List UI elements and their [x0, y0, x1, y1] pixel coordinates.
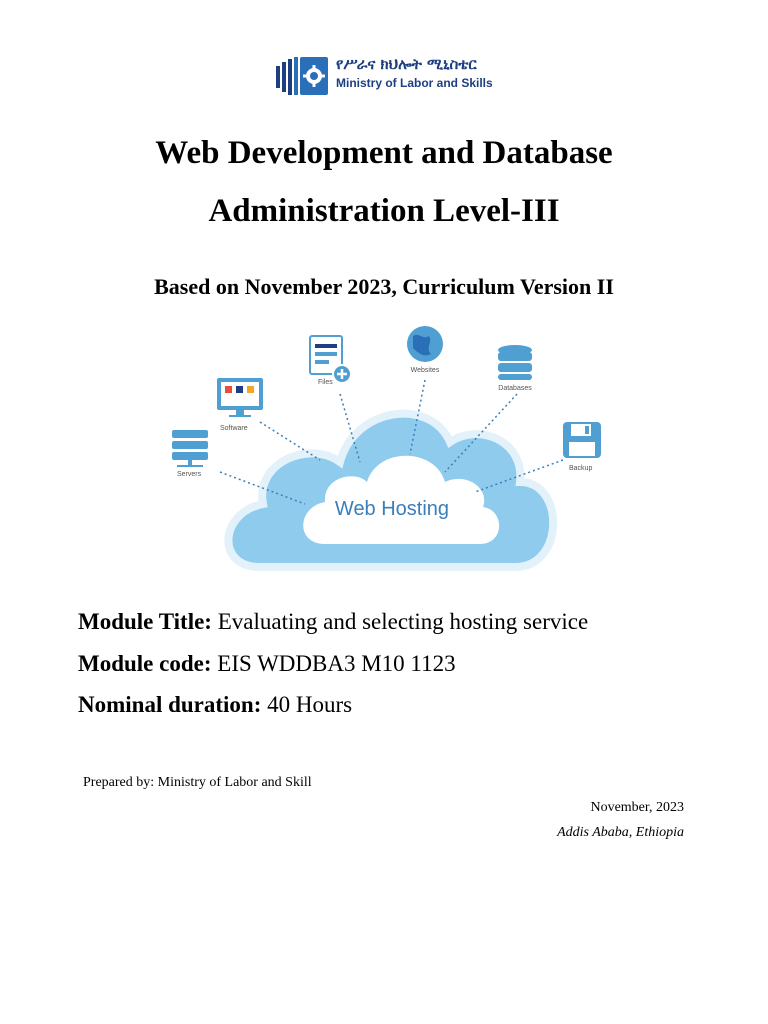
globe-icon: [407, 326, 443, 362]
ministry-emblem-icon: [276, 56, 332, 96]
prepared-by: Prepared by: Ministry of Labor and Skill: [83, 775, 312, 790]
database-icon: [498, 345, 532, 380]
publication-date: November, 2023: [590, 800, 684, 815]
nominal-duration-label: Nominal duration:: [78, 692, 262, 717]
publication-place: Addis Ababa, Ethiopia: [557, 825, 684, 840]
document-title-line-2: Administration Level-III: [208, 193, 560, 229]
module-code-label: Module code:: [78, 651, 212, 676]
nominal-duration-value: 40 Hours: [261, 692, 353, 717]
module-title-label: Module Title:: [78, 609, 212, 634]
server-icon: [172, 430, 208, 467]
web-hosting-label: Web Hosting: [334, 498, 450, 520]
module-code-row: [78, 651, 456, 677]
files-icon: [310, 336, 351, 383]
databases-label: Databases: [498, 385, 532, 392]
backup-label: Backup: [569, 465, 593, 472]
web-hosting-illustration: [145, 322, 625, 592]
ministry-logo: [276, 52, 506, 98]
floppy-disk-icon: [563, 422, 601, 458]
servers-label: Servers: [177, 471, 202, 478]
monitor-icon: [217, 378, 263, 417]
files-label: Files: [318, 379, 333, 386]
module-title-value: Evaluating and selecting hosting service: [211, 609, 589, 634]
module-title-row: [78, 609, 588, 635]
document-title-line-1: Web Development and Database: [155, 135, 613, 171]
logo-amharic-text: የሥራና ክህሎት ሚኒስቴር: [336, 55, 477, 73]
software-label: Software: [220, 425, 248, 432]
logo-english-text: Ministry of Labor and Skills: [336, 76, 493, 90]
module-code-value: EIS WDDBA3 M10 1123: [211, 651, 456, 676]
cloud-shape: [228, 414, 553, 567]
websites-label: Websites: [410, 367, 440, 374]
nominal-duration-row: [78, 692, 352, 718]
document-subtitle: Based on November 2023, Curriculum Version II: [154, 274, 614, 299]
